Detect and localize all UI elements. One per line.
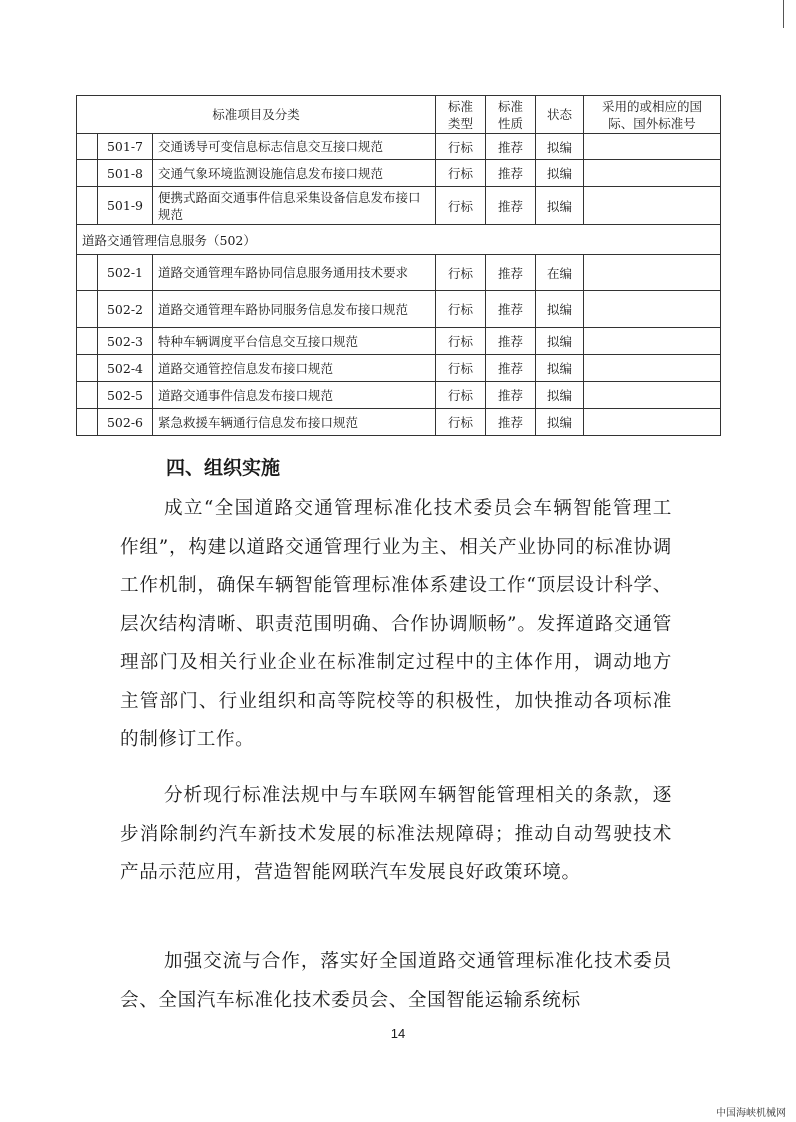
row-type: 行标 (436, 187, 486, 225)
row-name: 道路交通管控信息发布接口规范 (153, 355, 436, 382)
row-type: 行标 (436, 382, 486, 409)
row-status: 拟编 (536, 291, 584, 328)
row-nature: 推荐 (486, 187, 536, 225)
row-status: 在编 (536, 255, 584, 291)
row-status: 拟编 (536, 382, 584, 409)
row-code: 501-8 (98, 160, 153, 187)
row-code: 502-2 (98, 291, 153, 328)
row-type: 行标 (436, 355, 486, 382)
table-row (77, 134, 721, 160)
row-type: 行标 (436, 255, 486, 291)
indent-cell (77, 134, 98, 160)
table-header-row (77, 96, 721, 134)
table-row (77, 328, 721, 355)
row-nature: 推荐 (486, 328, 536, 355)
category-row (77, 225, 721, 255)
indent-cell (77, 160, 98, 187)
row-ref (584, 328, 721, 355)
row-name: 道路交通管理车路协同信息服务通用技术要求 (153, 255, 436, 291)
header-nature: 标准 性质 (486, 96, 536, 134)
header-type: 标准 类型 (436, 96, 486, 134)
row-name: 道路交通事件信息发布接口规范 (153, 382, 436, 409)
header-status: 状态 (536, 96, 584, 134)
standards-table (76, 95, 721, 436)
row-status: 拟编 (536, 328, 584, 355)
row-code: 502-6 (98, 409, 153, 436)
table-row (77, 409, 721, 436)
row-code: 501-7 (98, 134, 153, 160)
header-ref: 采用的或相应的国 际、国外标准号 (584, 96, 721, 134)
row-name: 特种车辆调度平台信息交互接口规范 (153, 328, 436, 355)
header-project: 标准项目及分类 (77, 96, 436, 134)
row-type: 行标 (436, 409, 486, 436)
row-name: 便携式路面交通事件信息采集设备信息发布接口规范 (153, 187, 436, 225)
table-row (77, 187, 721, 225)
row-ref (584, 382, 721, 409)
paragraph-1: 成立“全国道路交通管理标准化技术委员会车辆智能管理工作组”，构建以道路交通管理行业为主、相关产业协同的标准协调工作机制，确保车辆智能管理标准体系建设工作“顶层设计科学、层次结构清晰、职责范围明确、合作协调顺畅”。发挥道路交通管理部门及相关行业企业在标准制定过程中的主体作用，调动地方主管部门、行业组织和高等院校等的积极性，加快推动各项标准的制修订工作。 (120, 498, 672, 750)
row-status: 拟编 (536, 187, 584, 225)
table-row (77, 355, 721, 382)
row-code: 502-1 (98, 255, 153, 291)
row-nature: 推荐 (486, 382, 536, 409)
paragraph-2: 分析现行标准法规中与车联网车辆智能管理相关的条款，逐步消除制约汽车新技术发展的标准法规障碍；推动自动驾驶技术产品示范应用，营造智能网联汽车发展良好政策环境。 (120, 785, 672, 883)
row-type: 行标 (436, 291, 486, 328)
row-ref (584, 255, 721, 291)
row-status: 拟编 (536, 160, 584, 187)
indent-cell (77, 255, 98, 291)
row-ref (584, 291, 721, 328)
row-name: 道路交通管理车路协同服务信息发布接口规范 (153, 291, 436, 328)
watermark-text: 中国海峡机械网 (716, 1108, 786, 1119)
row-nature: 推荐 (486, 355, 536, 382)
row-nature: 推荐 (486, 255, 536, 291)
page-number: 14 (390, 1026, 406, 1041)
table-row (77, 291, 721, 328)
row-type: 行标 (436, 328, 486, 355)
row-status: 拟编 (536, 134, 584, 160)
row-type: 行标 (436, 160, 486, 187)
indent-cell (77, 382, 98, 409)
row-status: 拟编 (536, 409, 584, 436)
row-status: 拟编 (536, 355, 584, 382)
row-ref (584, 409, 721, 436)
row-ref (584, 160, 721, 187)
table-row (77, 255, 721, 291)
indent-cell (77, 409, 98, 436)
page-edge-line (783, 0, 784, 28)
row-code: 501-9 (98, 187, 153, 225)
row-code: 502-5 (98, 382, 153, 409)
row-nature: 推荐 (486, 291, 536, 328)
row-code: 502-4 (98, 355, 153, 382)
category-label: 道路交通管理信息服务（502） (77, 225, 721, 255)
row-code: 502-3 (98, 328, 153, 355)
row-ref (584, 187, 721, 225)
indent-cell (77, 355, 98, 382)
row-nature: 推荐 (486, 409, 536, 436)
section-heading: 四、组织实施 (166, 457, 281, 479)
paragraph-3: 加强交流与合作，落实好全国道路交通管理标准化技术委员会、全国汽车标准化技术委员会、全国智能运输系统标 (120, 951, 672, 1011)
indent-cell (77, 291, 98, 328)
indent-cell (77, 328, 98, 355)
table-row (77, 382, 721, 409)
row-ref (584, 355, 721, 382)
row-nature: 推荐 (486, 160, 536, 187)
row-ref (584, 134, 721, 160)
row-name: 交通诱导可变信息标志信息交互接口规范 (153, 134, 436, 160)
row-name: 紧急救援车辆通行信息发布接口规范 (153, 409, 436, 436)
table-row (77, 160, 721, 187)
row-name: 交通气象环境监测设施信息发布接口规范 (153, 160, 436, 187)
row-nature: 推荐 (486, 134, 536, 160)
indent-cell (77, 187, 98, 225)
row-type: 行标 (436, 134, 486, 160)
